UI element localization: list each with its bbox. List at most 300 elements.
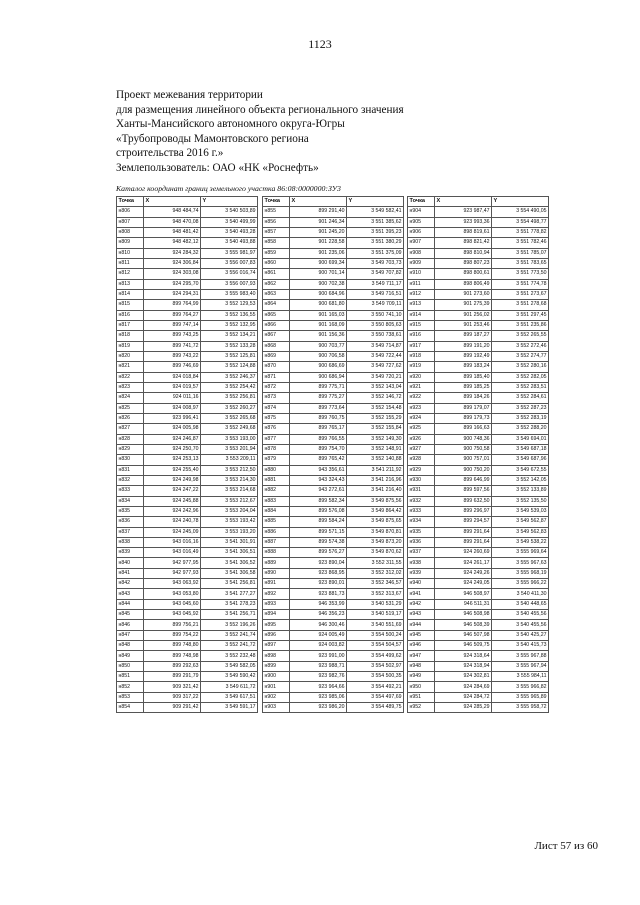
y-coordinate-cell: 3 550 805,63 bbox=[347, 320, 404, 330]
point-id-cell: н906 bbox=[408, 227, 435, 237]
x-coordinate-cell: 900 748,36 bbox=[435, 434, 492, 444]
y-coordinate-cell: 3 552 149,30 bbox=[347, 434, 404, 444]
x-coordinate-cell: 924 318,64 bbox=[435, 651, 492, 661]
y-coordinate-cell: 3 551 235,86 bbox=[492, 320, 549, 330]
y-coordinate-cell: 3 549 709,11 bbox=[347, 300, 404, 310]
table-row bbox=[117, 382, 258, 392]
x-coordinate-cell: 946 508,98 bbox=[435, 610, 492, 620]
y-coordinate-cell: 3 554 498,77 bbox=[492, 217, 549, 227]
point-id-cell: н847 bbox=[117, 630, 144, 640]
table-row bbox=[408, 537, 549, 547]
x-coordinate-cell: 942 977,95 bbox=[144, 558, 201, 568]
y-coordinate-cell: 3 552 254,42 bbox=[201, 382, 258, 392]
y-coordinate-cell: 3 552 232,48 bbox=[201, 651, 258, 661]
y-coordinate-cell: 3 552 265,55 bbox=[492, 331, 549, 341]
y-coordinate-cell: 3 555 965,89 bbox=[492, 692, 549, 702]
x-coordinate-cell: 901 256,02 bbox=[435, 310, 492, 320]
table-row bbox=[263, 661, 404, 671]
x-coordinate-cell: 924 294,31 bbox=[144, 289, 201, 299]
point-id-cell: н871 bbox=[263, 372, 290, 382]
y-coordinate-cell: 3 549 617,51 bbox=[201, 692, 258, 702]
point-id-cell: н826 bbox=[117, 413, 144, 423]
point-id-cell: н836 bbox=[117, 517, 144, 527]
table-row bbox=[408, 465, 549, 475]
y-coordinate-cell: 3 549 727,62 bbox=[347, 362, 404, 372]
point-id-cell: н924 bbox=[408, 413, 435, 423]
y-coordinate-cell: 3 552 260,27 bbox=[201, 403, 258, 413]
point-id-cell: н904 bbox=[408, 207, 435, 217]
x-coordinate-cell: 948 481,42 bbox=[144, 227, 201, 237]
table-row bbox=[263, 341, 404, 351]
table-row bbox=[117, 289, 258, 299]
x-coordinate-cell: 899 584,24 bbox=[290, 517, 347, 527]
y-coordinate-cell: 3 555 984,11 bbox=[492, 672, 549, 682]
table-row bbox=[117, 599, 258, 609]
y-coordinate-cell: 3 553 193,20 bbox=[201, 527, 258, 537]
table-row bbox=[408, 610, 549, 620]
table-row bbox=[117, 475, 258, 485]
x-coordinate-cell: 943 016,16 bbox=[144, 537, 201, 547]
table-row bbox=[408, 548, 549, 558]
x-coordinate-cell: 924 295,70 bbox=[144, 279, 201, 289]
x-coordinate-cell: 899 192,49 bbox=[435, 351, 492, 361]
x-coordinate-cell: 899 292,63 bbox=[144, 661, 201, 671]
y-coordinate-cell: 3 553 193,00 bbox=[201, 434, 258, 444]
table-row bbox=[408, 703, 549, 713]
x-coordinate-cell: 899 754,70 bbox=[290, 444, 347, 454]
y-coordinate-cell: 3 551 773,50 bbox=[492, 269, 549, 279]
point-id-cell: н844 bbox=[117, 599, 144, 609]
x-coordinate-cell: 924 303,08 bbox=[144, 269, 201, 279]
y-coordinate-cell: 3 551 783,65 bbox=[492, 258, 549, 268]
table-row bbox=[263, 393, 404, 403]
x-coordinate-cell: 899 574,38 bbox=[290, 537, 347, 547]
page-number: 1123 bbox=[308, 37, 332, 51]
point-id-cell: н929 bbox=[408, 465, 435, 475]
x-coordinate-cell: 923 881,73 bbox=[290, 589, 347, 599]
y-coordinate-cell: 3 553 201,94 bbox=[201, 444, 258, 454]
y-coordinate-cell: 3 541 301,91 bbox=[201, 537, 258, 547]
point-id-cell: н903 bbox=[263, 703, 290, 713]
x-coordinate-cell: 899 743,25 bbox=[144, 331, 201, 341]
y-coordinate-cell: 3 552 256,81 bbox=[201, 393, 258, 403]
table-row bbox=[408, 517, 549, 527]
point-id-cell: н820 bbox=[117, 351, 144, 361]
y-coordinate-cell: 3 555 967,88 bbox=[492, 651, 549, 661]
y-coordinate-cell: 3 550 738,61 bbox=[347, 331, 404, 341]
point-id-cell: н831 bbox=[117, 465, 144, 475]
y-coordinate-cell: 3 541 306,51 bbox=[201, 548, 258, 558]
point-id-cell: н872 bbox=[263, 382, 290, 392]
table-row bbox=[408, 444, 549, 454]
point-id-cell: н946 bbox=[408, 641, 435, 651]
y-coordinate-cell: 3 552 272,46 bbox=[492, 341, 549, 351]
x-coordinate-cell: 899 754,22 bbox=[144, 630, 201, 640]
x-coordinate-cell: 898 821,42 bbox=[435, 238, 492, 248]
column-header: Y bbox=[492, 197, 549, 207]
table-row bbox=[117, 341, 258, 351]
header-line: строительства 2016 г.» bbox=[116, 147, 224, 159]
x-coordinate-cell: 900 686,94 bbox=[290, 372, 347, 382]
point-id-cell: н849 bbox=[117, 651, 144, 661]
point-id-cell: н907 bbox=[408, 238, 435, 248]
y-coordinate-cell: 3 541 278,23 bbox=[201, 599, 258, 609]
table-row bbox=[117, 672, 258, 682]
table-row bbox=[117, 269, 258, 279]
point-id-cell: н863 bbox=[263, 289, 290, 299]
y-coordinate-cell: 3 552 129,53 bbox=[201, 300, 258, 310]
table-row bbox=[263, 651, 404, 661]
table-row bbox=[408, 486, 549, 496]
point-id-cell: н918 bbox=[408, 351, 435, 361]
point-id-cell: н879 bbox=[263, 455, 290, 465]
y-coordinate-cell: 3 552 155,84 bbox=[347, 424, 404, 434]
y-coordinate-cell: 3 552 196,26 bbox=[201, 620, 258, 630]
x-coordinate-cell: 946 356,23 bbox=[290, 610, 347, 620]
x-coordinate-cell: 899 766,55 bbox=[290, 434, 347, 444]
table-row bbox=[263, 362, 404, 372]
point-id-cell: н951 bbox=[408, 692, 435, 702]
y-coordinate-cell: 3 549 538,22 bbox=[492, 537, 549, 547]
x-coordinate-cell: 901 246,34 bbox=[290, 217, 347, 227]
x-coordinate-cell: 924 285,29 bbox=[435, 703, 492, 713]
point-id-cell: н886 bbox=[263, 527, 290, 537]
table-row bbox=[408, 672, 549, 682]
table-row bbox=[117, 258, 258, 268]
x-coordinate-cell: 924 250,70 bbox=[144, 444, 201, 454]
y-coordinate-cell: 3 552 312,02 bbox=[347, 568, 404, 578]
x-coordinate-cell: 898 806,49 bbox=[435, 279, 492, 289]
point-id-cell: н827 bbox=[117, 424, 144, 434]
x-coordinate-cell: 924 245,09 bbox=[144, 527, 201, 537]
y-coordinate-cell: 3 553 214,30 bbox=[201, 475, 258, 485]
coordinate-table-2 bbox=[262, 196, 404, 713]
x-coordinate-cell: 923 868,95 bbox=[290, 568, 347, 578]
point-id-cell: н812 bbox=[117, 269, 144, 279]
y-coordinate-cell: 3 549 582,41 bbox=[347, 207, 404, 217]
table-row bbox=[263, 331, 404, 341]
y-coordinate-cell: 3 552 134,21 bbox=[201, 331, 258, 341]
y-coordinate-cell: 3 551 380,29 bbox=[347, 238, 404, 248]
table-row bbox=[263, 434, 404, 444]
table-row bbox=[263, 300, 404, 310]
x-coordinate-cell: 923 991,00 bbox=[290, 651, 347, 661]
point-id-cell: н926 bbox=[408, 434, 435, 444]
y-coordinate-cell: 3 551 297,45 bbox=[492, 310, 549, 320]
point-id-cell: н896 bbox=[263, 630, 290, 640]
x-coordinate-cell: 946 508,39 bbox=[435, 620, 492, 630]
sheet-footer: Лист 57 из 60 bbox=[534, 840, 598, 852]
x-coordinate-cell: 899 597,56 bbox=[435, 486, 492, 496]
y-coordinate-cell: 3 540 425,27 bbox=[492, 630, 549, 640]
point-id-cell: н837 bbox=[117, 527, 144, 537]
x-coordinate-cell: 923 987,47 bbox=[435, 207, 492, 217]
y-coordinate-cell: 3 552 282,05 bbox=[492, 372, 549, 382]
x-coordinate-cell: 899 582,34 bbox=[290, 496, 347, 506]
point-id-cell: н885 bbox=[263, 517, 290, 527]
y-coordinate-cell: 3 549 590,42 bbox=[201, 672, 258, 682]
x-coordinate-cell: 901 253,46 bbox=[435, 320, 492, 330]
x-coordinate-cell: 924 284,69 bbox=[435, 682, 492, 692]
point-id-cell: н853 bbox=[117, 692, 144, 702]
column-header: X bbox=[290, 197, 347, 207]
x-coordinate-cell: 899 765,17 bbox=[290, 424, 347, 434]
point-id-cell: н829 bbox=[117, 444, 144, 454]
point-id-cell: н875 bbox=[263, 413, 290, 423]
x-coordinate-cell: 943 272,61 bbox=[290, 486, 347, 496]
table-row bbox=[408, 310, 549, 320]
table-row bbox=[117, 300, 258, 310]
table-row bbox=[263, 517, 404, 527]
table-row bbox=[117, 579, 258, 589]
table-row bbox=[408, 620, 549, 630]
point-id-cell: н950 bbox=[408, 682, 435, 692]
point-id-cell: н832 bbox=[117, 475, 144, 485]
y-coordinate-cell: 3 549 716,51 bbox=[347, 289, 404, 299]
y-coordinate-cell: 3 541 306,52 bbox=[201, 558, 258, 568]
x-coordinate-cell: 899 747,14 bbox=[144, 320, 201, 330]
table-row bbox=[263, 599, 404, 609]
y-coordinate-cell: 3 552 311,55 bbox=[347, 558, 404, 568]
x-coordinate-cell: 943 053,80 bbox=[144, 589, 201, 599]
table-row bbox=[117, 630, 258, 640]
x-coordinate-cell: 899 179,07 bbox=[435, 403, 492, 413]
table-row bbox=[408, 558, 549, 568]
y-coordinate-cell: 3 552 284,61 bbox=[492, 393, 549, 403]
x-coordinate-cell: 898 810,94 bbox=[435, 248, 492, 258]
table-row bbox=[263, 672, 404, 682]
header-line: для размещения линейного объекта регионального значения bbox=[116, 103, 404, 116]
y-coordinate-cell: 3 549 539,03 bbox=[492, 506, 549, 516]
y-coordinate-cell: 3 549 870,62 bbox=[347, 548, 404, 558]
table-row bbox=[117, 393, 258, 403]
point-id-cell: н878 bbox=[263, 444, 290, 454]
point-id-cell: н937 bbox=[408, 548, 435, 558]
point-id-cell: н821 bbox=[117, 362, 144, 372]
x-coordinate-cell: 899 185,40 bbox=[435, 372, 492, 382]
x-coordinate-cell: 923 986,20 bbox=[290, 703, 347, 713]
y-coordinate-cell: 3 540 448,65 bbox=[492, 599, 549, 609]
table-row bbox=[117, 465, 258, 475]
table-row bbox=[263, 279, 404, 289]
point-id-cell: н900 bbox=[263, 672, 290, 682]
table-row bbox=[408, 341, 549, 351]
table-row bbox=[117, 444, 258, 454]
point-id-cell: н922 bbox=[408, 393, 435, 403]
point-id-cell: н901 bbox=[263, 682, 290, 692]
table-row bbox=[263, 248, 404, 258]
y-coordinate-cell: 3 553 212,50 bbox=[201, 465, 258, 475]
table-row bbox=[408, 403, 549, 413]
x-coordinate-cell: 923 988,71 bbox=[290, 661, 347, 671]
y-coordinate-cell: 3 551 278,68 bbox=[492, 300, 549, 310]
y-coordinate-cell: 3 554 502,97 bbox=[347, 661, 404, 671]
x-coordinate-cell: 924 260,69 bbox=[435, 548, 492, 558]
point-id-cell: н905 bbox=[408, 217, 435, 227]
x-coordinate-cell: 899 166,63 bbox=[435, 424, 492, 434]
table-row bbox=[117, 362, 258, 372]
x-coordinate-cell: 924 245,88 bbox=[144, 496, 201, 506]
x-coordinate-cell: 909 317,22 bbox=[144, 692, 201, 702]
x-coordinate-cell: 899 775,27 bbox=[290, 393, 347, 403]
coordinate-tables bbox=[116, 196, 547, 711]
table-row bbox=[117, 434, 258, 444]
table-row bbox=[408, 207, 549, 217]
x-coordinate-cell: 923 982,76 bbox=[290, 672, 347, 682]
point-id-cell: н949 bbox=[408, 672, 435, 682]
y-coordinate-cell: 3 551 782,46 bbox=[492, 238, 549, 248]
table-row bbox=[263, 486, 404, 496]
y-coordinate-cell: 3 554 490,05 bbox=[492, 207, 549, 217]
y-coordinate-cell: 3 549 562,83 bbox=[492, 527, 549, 537]
table-row bbox=[263, 465, 404, 475]
x-coordinate-cell: 898 807,23 bbox=[435, 258, 492, 268]
table-row bbox=[117, 620, 258, 630]
header-line: Проект межевания территории bbox=[116, 89, 263, 101]
x-coordinate-cell: 900 686,69 bbox=[290, 362, 347, 372]
point-id-cell: н917 bbox=[408, 341, 435, 351]
table-row bbox=[117, 351, 258, 361]
point-id-cell: н880 bbox=[263, 465, 290, 475]
point-id-cell: н840 bbox=[117, 558, 144, 568]
point-id-cell: н916 bbox=[408, 331, 435, 341]
x-coordinate-cell: 899 576,08 bbox=[290, 506, 347, 516]
table-row bbox=[408, 413, 549, 423]
x-coordinate-cell: 924 318,94 bbox=[435, 661, 492, 671]
x-coordinate-cell: 924 302,81 bbox=[435, 672, 492, 682]
point-id-cell: н817 bbox=[117, 320, 144, 330]
table-row bbox=[408, 217, 549, 227]
y-coordinate-cell: 3 554 489,75 bbox=[347, 703, 404, 713]
point-id-cell: н936 bbox=[408, 537, 435, 547]
point-id-cell: н861 bbox=[263, 269, 290, 279]
x-coordinate-cell: 924 008,97 bbox=[144, 403, 201, 413]
table-row bbox=[408, 579, 549, 589]
column-header: X bbox=[144, 197, 201, 207]
x-coordinate-cell: 900 703,77 bbox=[290, 341, 347, 351]
x-coordinate-cell: 900 681,80 bbox=[290, 300, 347, 310]
point-id-cell: н854 bbox=[117, 703, 144, 713]
y-coordinate-cell: 3 540 499,99 bbox=[201, 217, 258, 227]
y-coordinate-cell: 3 552 283,51 bbox=[492, 382, 549, 392]
x-coordinate-cell: 924 253,13 bbox=[144, 455, 201, 465]
x-coordinate-cell: 899 773,64 bbox=[290, 403, 347, 413]
table-row bbox=[117, 403, 258, 413]
x-coordinate-cell: 898 800,61 bbox=[435, 269, 492, 279]
x-coordinate-cell: 899 187,27 bbox=[435, 331, 492, 341]
point-id-cell: н933 bbox=[408, 506, 435, 516]
table-row bbox=[263, 537, 404, 547]
y-coordinate-cell: 3 552 346,57 bbox=[347, 579, 404, 589]
table-row bbox=[263, 207, 404, 217]
table-row bbox=[263, 610, 404, 620]
point-id-cell: н859 bbox=[263, 248, 290, 258]
x-coordinate-cell: 946 508,97 bbox=[435, 589, 492, 599]
y-coordinate-cell: 3 549 687,96 bbox=[492, 455, 549, 465]
table-row bbox=[263, 682, 404, 692]
table-row bbox=[263, 620, 404, 630]
y-coordinate-cell: 3 549 611,72 bbox=[201, 682, 258, 692]
header-line: Ханты-Мансийского автономного округа-Югры bbox=[116, 118, 345, 130]
point-id-cell: н881 bbox=[263, 475, 290, 485]
table-row bbox=[408, 279, 549, 289]
point-id-cell: н939 bbox=[408, 568, 435, 578]
x-coordinate-cell: 899 765,42 bbox=[290, 455, 347, 465]
table-row bbox=[408, 269, 549, 279]
table-row bbox=[408, 227, 549, 237]
x-coordinate-cell: 899 291,64 bbox=[435, 527, 492, 537]
x-coordinate-cell: 924 249,98 bbox=[144, 475, 201, 485]
y-coordinate-cell: 3 552 132,95 bbox=[201, 320, 258, 330]
y-coordinate-cell: 3 541 256,71 bbox=[201, 610, 258, 620]
y-coordinate-cell: 3 551 778,82 bbox=[492, 227, 549, 237]
x-coordinate-cell: 901 235,06 bbox=[290, 248, 347, 258]
point-id-cell: н883 bbox=[263, 496, 290, 506]
point-id-cell: н850 bbox=[117, 661, 144, 671]
x-coordinate-cell: 900 701,14 bbox=[290, 269, 347, 279]
table-row bbox=[408, 599, 549, 609]
table-row bbox=[408, 455, 549, 465]
table-row bbox=[408, 568, 549, 578]
x-coordinate-cell: 899 764,99 bbox=[144, 300, 201, 310]
point-id-cell: н909 bbox=[408, 258, 435, 268]
y-coordinate-cell: 3 552 280,16 bbox=[492, 362, 549, 372]
point-id-cell: н899 bbox=[263, 661, 290, 671]
x-coordinate-cell: 946 507,98 bbox=[435, 630, 492, 640]
table-row bbox=[263, 579, 404, 589]
x-coordinate-cell: 901 273,60 bbox=[435, 289, 492, 299]
table-row bbox=[263, 568, 404, 578]
table-row bbox=[408, 661, 549, 671]
y-coordinate-cell: 3 555 969,64 bbox=[492, 548, 549, 558]
point-id-cell: н843 bbox=[117, 589, 144, 599]
table-row bbox=[408, 320, 549, 330]
x-coordinate-cell: 898 819,61 bbox=[435, 227, 492, 237]
y-coordinate-cell: 3 555 958,72 bbox=[492, 703, 549, 713]
y-coordinate-cell: 3 549 672,55 bbox=[492, 465, 549, 475]
point-id-cell: н911 bbox=[408, 279, 435, 289]
point-id-cell: н870 bbox=[263, 362, 290, 372]
table-row bbox=[408, 641, 549, 651]
table-row bbox=[117, 310, 258, 320]
column-header: X bbox=[435, 197, 492, 207]
table-row bbox=[408, 372, 549, 382]
x-coordinate-cell: 899 746,69 bbox=[144, 362, 201, 372]
y-coordinate-cell: 3 549 720,21 bbox=[347, 372, 404, 382]
point-id-cell: н824 bbox=[117, 393, 144, 403]
column-header: Точка bbox=[408, 197, 435, 207]
y-coordinate-cell: 3 552 143,04 bbox=[347, 382, 404, 392]
x-coordinate-cell: 909 291,42 bbox=[144, 703, 201, 713]
y-coordinate-cell: 3 552 274,77 bbox=[492, 351, 549, 361]
x-coordinate-cell: 899 775,71 bbox=[290, 382, 347, 392]
table-row bbox=[117, 413, 258, 423]
table-row bbox=[263, 413, 404, 423]
y-coordinate-cell: 3 553 204,04 bbox=[201, 506, 258, 516]
table-row bbox=[117, 651, 258, 661]
table-row bbox=[408, 362, 549, 372]
point-id-cell: н893 bbox=[263, 599, 290, 609]
y-coordinate-cell: 3 552 133,28 bbox=[201, 341, 258, 351]
point-id-cell: н830 bbox=[117, 455, 144, 465]
table-row bbox=[117, 548, 258, 558]
y-coordinate-cell: 3 540 519,17 bbox=[347, 610, 404, 620]
table-row bbox=[408, 382, 549, 392]
table-row bbox=[117, 424, 258, 434]
x-coordinate-cell: 899 646,99 bbox=[435, 475, 492, 485]
table-row bbox=[263, 506, 404, 516]
table-row bbox=[263, 289, 404, 299]
